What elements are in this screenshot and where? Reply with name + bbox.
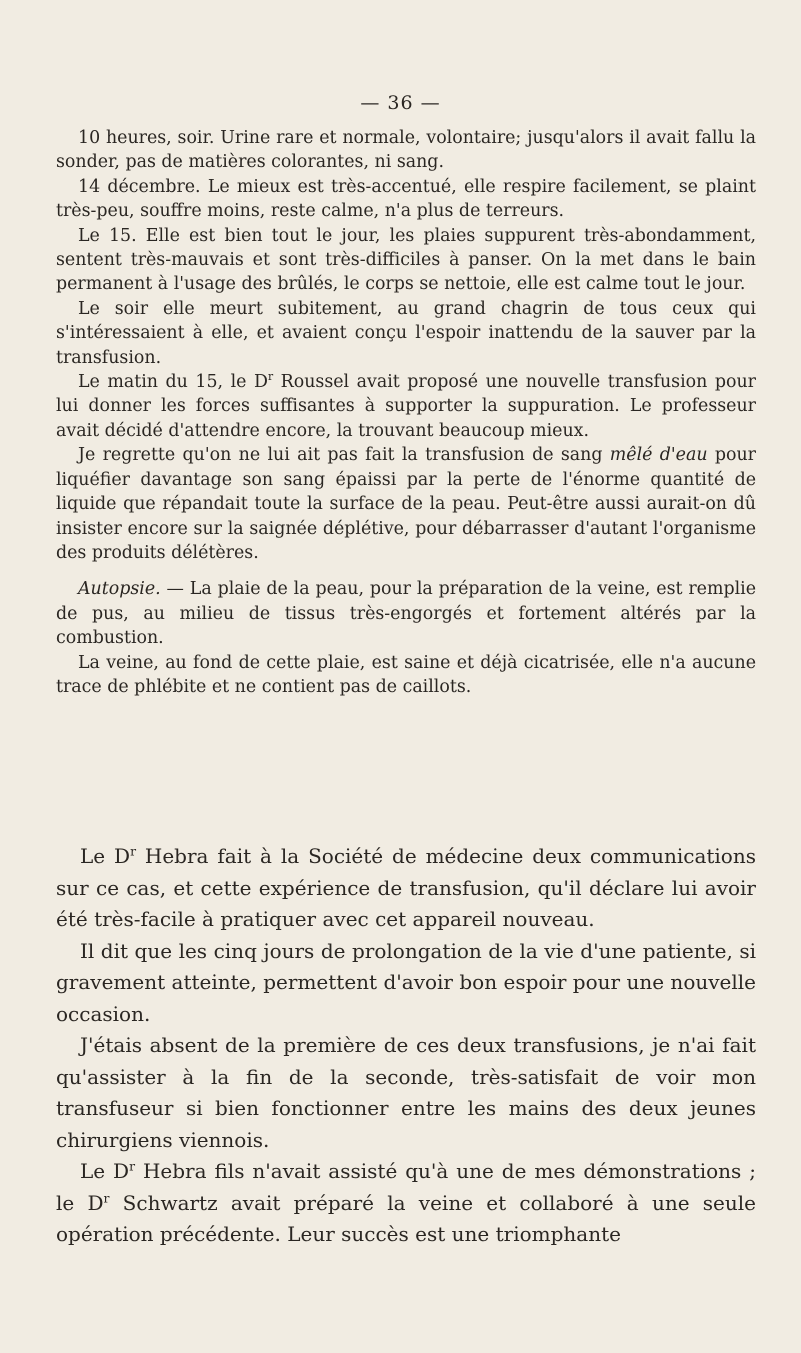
superscript: r xyxy=(103,1189,110,1205)
text: Le D xyxy=(80,1159,130,1183)
superscript: r xyxy=(129,1158,136,1174)
text: — La plaie de la peau, pour la préparation de la veine, est remplie de pus, au milieu de tissus très-engorgés et fortement altérés par la combustion. xyxy=(56,579,756,649)
text: pour liquéfier davantage son sang épaissi par la perte de l'énorme quantité de liquide que répandait toute la surface de la peau. Peut-être aussi aurait-on dû insister encore sur la saignée déplétive, pour débarrasser d'autant l'organisme des produits délétères. xyxy=(56,445,757,563)
text: Schwartz avait préparé la veine et collaboré à une seule opération précédente. Leur succès est une triomphante xyxy=(56,1190,756,1246)
case-notes xyxy=(56,126,756,699)
paragraph: 10 heures, soir. Urine rare et normale, volontaire; jusqu'alors il avait fallu la sonder, pas de matières colorantes, ni sang. xyxy=(56,128,756,173)
paragraph: Il dit que les cinq jours de prolongation de la vie d'une patiente, si gravement atteinte, permettent d'avoir bon espoir pour une nouvelle occasion. xyxy=(56,938,756,1026)
paragraph xyxy=(56,1156,756,1251)
paragraph xyxy=(56,577,756,650)
spacer xyxy=(56,565,756,577)
paragraph xyxy=(56,443,756,565)
italic-text: mêlé d'eau xyxy=(609,445,708,466)
paragraph: La veine, au fond de cette plaie, est saine et déjà cicatrisée, elle n'a aucune trace de phlébite et ne contient pas de caillots. xyxy=(56,652,756,697)
text: Hebra fait à la Société de médecine deux communications sur ce cas, et cette expérience de transfusion, qu'il déclare lui avoir été très-facile à pratiquer avec cet appareil nouveau. xyxy=(56,844,756,931)
superscript: r xyxy=(130,843,136,859)
text: Hebra fils n'avait assisté qu'à une de mes démonstrations ; le D xyxy=(56,1159,756,1215)
commentary xyxy=(56,841,756,1251)
paragraph xyxy=(56,841,756,936)
superscript: r xyxy=(267,370,274,384)
paragraph: Le 15. Elle est bien tout le jour, les plaies suppurent très-abondamment, sentent très-mauvais et sont très-difficiles à panser. On la met dans le bain permanent à l'usage des brûlés, le corps se nettoie, elle est calme tout le jour. xyxy=(56,225,756,295)
text: Roussel avait proposé une nouvelle transfusion pour lui donner les forces suffisantes à supporter la suppuration. Le professeur avait décidé d'attendre encore, la trouvant beaucoup mieux. xyxy=(56,372,756,441)
paragraph: Le soir elle meurt subitement, au grand chagrin de tous ceux qui s'intéressaient à elle, et avaient conçu l'espoir inattendu de la sauver par la transfusion. xyxy=(56,298,756,368)
paragraph: 14 décembre. Le mieux est très-accentué, elle respire facilement, se plaint très-peu, souffre moins, reste calme, n'a plus de terreurs. xyxy=(56,176,756,222)
paragraph xyxy=(56,370,756,443)
italic-heading: Autopsie. xyxy=(78,579,161,600)
text: Le D xyxy=(80,844,131,868)
text: Le matin du 15, le D xyxy=(78,372,268,393)
page-number: — 36 — xyxy=(360,92,441,114)
paragraph: J'étais absent de la première de ces deux transfusions, je n'ai fait qu'assister à la fin de la seconde, très-satisfait de voir mon transfuseur si bien fonctionner entre les mains des deux jeunes chirurgiens viennois. xyxy=(56,1033,756,1152)
text: Je regrette qu'on ne lui ait pas fait la transfusion de sang xyxy=(78,445,610,466)
